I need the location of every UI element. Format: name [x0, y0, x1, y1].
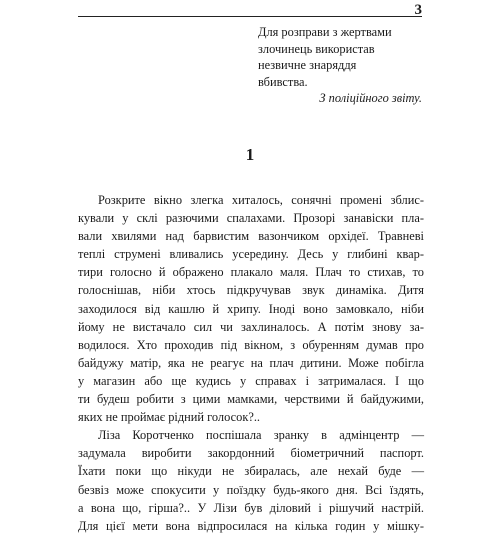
- header-rule: [78, 16, 422, 17]
- paragraph-line: теплі струмені вливались усередину. Десь у глибині квар-: [78, 247, 424, 262]
- paragraph-line: а вона що, гірша?.. У Лізи був діловий і рішучий настрій.: [78, 500, 424, 515]
- paragraph-line: голоснішав, ніби хтось підкручував звук динаміка. Дитя: [78, 283, 424, 298]
- paragraph-line: заходилося від кашлю й хрипу. Іноді воно замовкало, ніби: [78, 301, 424, 316]
- paragraph-line: у магазин або ще кудись у справах і затрималася. І що: [78, 373, 424, 388]
- paragraph-line: Їхати поки що нікуди не збиралась, але нехай буде —: [78, 464, 424, 479]
- paragraph-line: Для цієї мети вона відпросилася на кілька годин у мішку-: [78, 518, 424, 533]
- paragraph-line: Розкрите вікно злегка хиталось, сонячні промені зблис-: [98, 193, 424, 207]
- epigraph-line: злочинець використав: [258, 41, 375, 56]
- paragraph-line: кували у склі разючими спалахами. Прозорі занавіски пла-: [78, 211, 424, 226]
- body-text: [78, 191, 424, 535]
- paragraph-line: яких не проймає рідний голосок?..: [78, 410, 261, 425]
- paragraph-line: байдужу матір, яка не реагує на плач дитини. Може побігла: [78, 355, 424, 370]
- paragraph-line: водилося. Хто проходив під вікном, з обуренням думав про: [78, 337, 424, 352]
- paragraph-line: безвіз може спокусити у поїздку будь-якого дня. Всі їздять,: [78, 482, 424, 497]
- epigraph-line: незвичне знаряддя: [258, 58, 357, 73]
- epigraph: [258, 24, 428, 107]
- paragraph-line: вали хвилями над барвистим вазончиком орхідеї. Травневі: [78, 229, 424, 244]
- chapter-number: 1: [245, 145, 255, 164]
- paragraph-line: йому не вистачало сил чи захлиналось. А потім знову за-: [78, 319, 424, 334]
- paragraph-line: задумала виробити закордонний біометричний паспорт.: [78, 446, 424, 461]
- paragraph-line: ти будеш робити з цими мамками, черствими й байдужими,: [78, 392, 424, 407]
- epigraph-line: вбивства.: [258, 74, 308, 89]
- page-number: 3: [414, 2, 422, 18]
- epigraph-line: Для розправи з жертвами: [258, 25, 392, 39]
- epigraph-source: З поліційного звіту.: [319, 91, 422, 106]
- paragraph-line: Ліза Коротченко поспішала зранку в адмінцентр —: [98, 428, 424, 443]
- paragraph-line: тири голосно й ображено плакало маля. Плач то стихав, то: [78, 265, 424, 280]
